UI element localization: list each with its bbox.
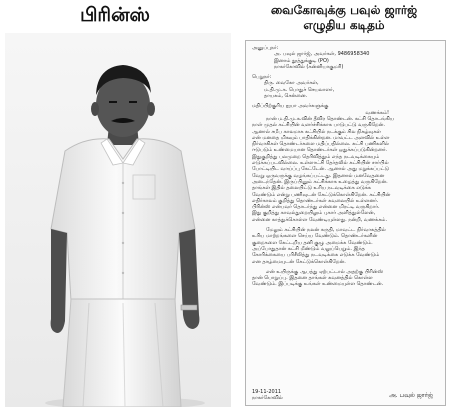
to-line: தாயகம், சென்னை. [264, 93, 308, 100]
photo-caption: பிரின்ஸ் [80, 4, 150, 26]
from-line: இனாம் தூத்துக்குடி (PO) [274, 57, 329, 64]
letter-body-line: நாள் முதல் கட்சியின் வளர்ச்சிக்காக பாடுபட்டு வருகிறேன். [252, 122, 385, 129]
signature: அ. பவுல் ஜார்ஜ் [389, 391, 433, 399]
letter-body-line: என் உயிருக்கு ஆபத்து ஏற்பட்டால் அதற்கு பிரின்ஸ் [266, 268, 383, 275]
letter-body-line: அடைந்தேன். இருப்பினும் கட்சிக்காக உழைத்து வருகிறேன். [252, 178, 388, 185]
letter-body-line: வேறு ஒருவருக்கு வழங்கப்பட்டது. இதனால் மனவேதனை [252, 172, 385, 179]
letter-body-line: இதுகுறித்து பலமுறை தெரிவித்தும் எந்த நடவடிக்கையும் [252, 153, 380, 160]
to-label: பெறுநர்: [252, 74, 272, 81]
to-line: திரு. வைகோ அவர்கள், [264, 80, 319, 87]
letter-place: நாகர்கோவில் [252, 394, 283, 401]
letter-body-line: ஆனால் சமீப காலமாக கட்சியில் நடக்கும் சில நிகழ்வுகள் [252, 128, 381, 135]
letter-body-line: என் மனதை மிகவும் பாதிக்கின்றன. மாவட்ட அளவில் உள்ள [252, 134, 390, 141]
letter-document [245, 40, 446, 406]
letter-body-line: வேண்டும். இப்படிக்கு உங்கள் உண்மையுள்ள தொண்டன். [252, 281, 384, 288]
letter-body-line: அப்போதுதான் கட்சி மீண்டும் வலுப்பெறும். இந்த [252, 245, 365, 252]
letter-body-line: தான் பொறுப்பு. இதனை தாங்கள் கவனத்தில் கொள்ள [252, 275, 373, 282]
letter-body-line: நிர்வாகிகள் தொண்டர்களை மதிப்பதில்லை. கட்சி பணிகளில் [252, 141, 389, 148]
person-photo-illustration [5, 33, 231, 407]
greeting: வணக்கம்! [365, 109, 389, 116]
letter-body-line: என்னை காத்துக்கொள்ள வேண்டியுள்ளது. நன்றி, வணக்கம். [252, 216, 388, 223]
to-line: ம.தி.மு.க. பொதுச் செயலாளர், [264, 86, 335, 93]
letter-body-line: எடுக்கப்படவில்லை. உள்ளாட்சி தேர்தலில் கட்சியின் சார்பில் [252, 160, 389, 167]
from-line: நாகர்கோவில் (கன்னியாகுமரி) [274, 63, 344, 70]
letter-body-line: தாங்கள் இதில் தலையிட்டு உரிய நடவடிக்கை எடுக்க [252, 185, 371, 192]
letter-body-line: என தாழ்மையுடன் கேட்டுக்கொள்கிறேன். [252, 258, 346, 265]
letter-caption-line-1: வைகோவுக்கு பவுல் ஜார்ஜ் [270, 3, 418, 17]
letter-body-line: பிரின்ஸ் என்பவர் தொடர்ந்து என்னை மிரட்டி வருகிறார். [252, 204, 380, 211]
letter-body-line: மேலும் கட்சியின் நலன் கருதி, மாவட்ட நிர்வாகத்தில் [266, 227, 386, 234]
letter-caption-line-2: எழுதிய கடிதம் [303, 18, 385, 32]
letter-caption [238, 3, 450, 33]
salutation: மதிப்பிற்குரிய ஐயா அவர்களுக்கு [252, 103, 329, 110]
letter-body-line: எதிர்காலம் குறித்து தொண்டர்கள் கவலையில் உள்ளனர். [252, 197, 379, 204]
letter-body-line: வேண்டும் என்று பணிவுடன் கேட்டுக்கொள்கிறேன். கட்சியின் [252, 191, 391, 198]
letter-body-line: உரிய மாற்றங்களை செய்ய வேண்டும். தொண்டர்களின் [252, 233, 378, 240]
person-photo [5, 33, 231, 407]
letter-body-line: நான் ம.தி.மு.க.வின் தீவிர தொண்டன். கட்சி தொடங்கிய [266, 115, 395, 122]
from-line: அ. பவுல் ஜார்ஜ், அவர்கள், 9486958340 [274, 51, 370, 58]
letter-body-line: குறைகளை கேட்டறிய தனி குழு அமைக்க வேண்டும். [252, 239, 373, 246]
letter-body-line: கோரிக்கையை பரிசீலித்து நடவடிக்கை எடுக்க வேண்டும் [252, 252, 380, 259]
letter-date: 19-11-2011 [252, 388, 282, 395]
from-label: அனுப்புநர்: [252, 45, 279, 51]
letter-body-line: இது குறித்து காவல்துறையிலும் புகார் அளித்துள்ளேன், [252, 210, 376, 217]
letter-body-line: போட்டியிட வாய்ப்பு கேட்டேன். ஆனால் அது மறுக்கப்பட்டு [252, 166, 390, 173]
letter-body-line: ஈடுபடும் உண்மையான தொண்டர்கள் ஒதுக்கப்படுகின்றனர். [252, 147, 388, 154]
